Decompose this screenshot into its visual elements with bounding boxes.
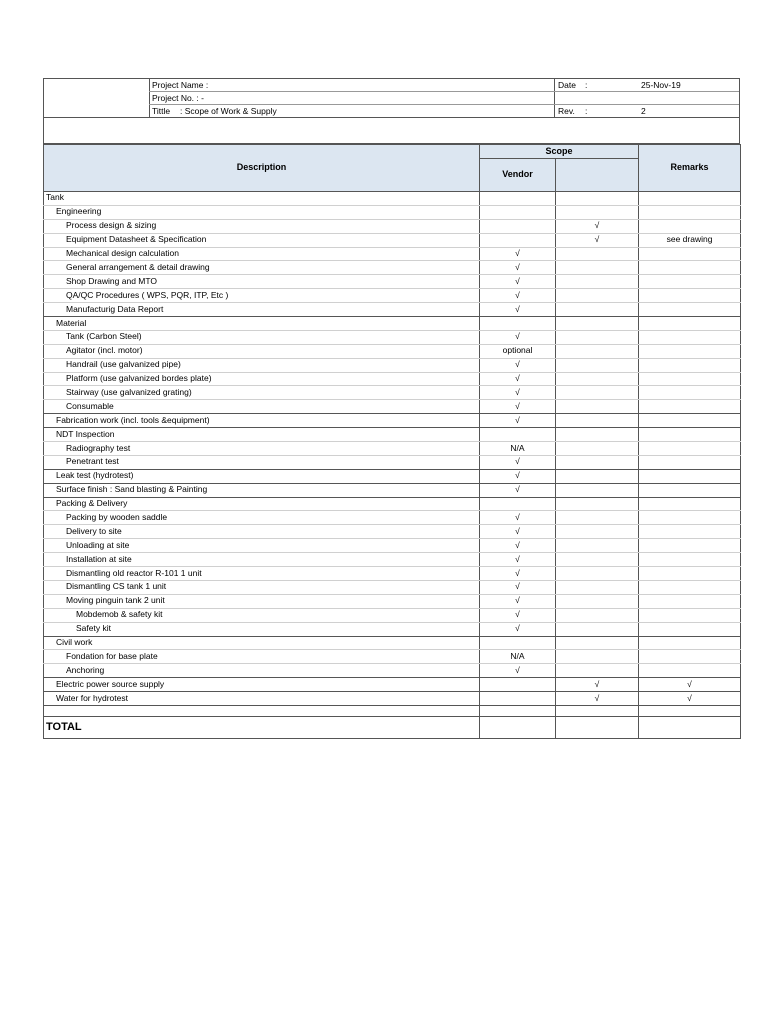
row-remarks: see drawing (639, 233, 741, 247)
project-no-label: Project No. : - (152, 93, 204, 103)
row-description: Radiography test (44, 442, 480, 456)
row-remarks (639, 469, 741, 483)
row-vendor-scope (480, 692, 556, 706)
row-owner-scope (556, 594, 639, 608)
row-remarks (639, 386, 741, 400)
row-remarks (639, 636, 741, 650)
header-rule (149, 91, 739, 92)
row-vendor-scope: √ (480, 664, 556, 678)
row-description: Consumable (44, 400, 480, 414)
rev-value: 2 (641, 106, 646, 116)
table-row (44, 594, 741, 608)
row-owner-scope (556, 247, 639, 261)
scope-table (43, 144, 741, 739)
row-vendor-scope: N/A (480, 650, 556, 664)
row-vendor-scope: √ (480, 483, 556, 497)
row-description: Mobdemob & safety kit (44, 608, 480, 622)
row-description: Handrail (use galvanized pipe) (44, 358, 480, 372)
table-row (44, 275, 741, 289)
row-vendor-scope: √ (480, 400, 556, 414)
row-owner-scope: √ (556, 233, 639, 247)
date-colon: : (585, 80, 588, 90)
row-description: Manufacturig Data Report (44, 303, 480, 317)
table-row (44, 483, 741, 497)
table-row (44, 428, 741, 442)
total-owner (556, 716, 639, 738)
table-row (44, 511, 741, 525)
row-vendor-scope: √ (480, 303, 556, 317)
table-row (44, 289, 741, 303)
table-row (44, 678, 741, 692)
row-description: QA/QC Procedures ( WPS, PQR, ITP, Etc ) (44, 289, 480, 303)
row-remarks (639, 289, 741, 303)
table-row (44, 692, 741, 706)
row-remarks (639, 344, 741, 358)
row-remarks: √ (639, 678, 741, 692)
row-description: Equipment Datasheet & Specification (44, 233, 480, 247)
row-remarks (639, 414, 741, 428)
row-remarks (639, 205, 741, 219)
row-vendor-scope: √ (480, 275, 556, 289)
row-owner-scope (556, 483, 639, 497)
row-owner-scope (556, 650, 639, 664)
row-description: Tank (Carbon Steel) (44, 330, 480, 344)
scope-of-work-sheet (43, 78, 740, 739)
table-row (44, 455, 741, 469)
table-row (44, 261, 741, 275)
row-owner-scope (556, 372, 639, 386)
row-vendor-scope (480, 636, 556, 650)
row-remarks (639, 330, 741, 344)
row-vendor-scope: √ (480, 553, 556, 567)
row-vendor-scope: √ (480, 261, 556, 275)
row-owner-scope (556, 344, 639, 358)
row-owner-scope (556, 428, 639, 442)
row-owner-scope (556, 442, 639, 456)
document-header (43, 78, 740, 118)
row-remarks (639, 594, 741, 608)
row-remarks (639, 511, 741, 525)
row-remarks (639, 372, 741, 386)
row-remarks (639, 275, 741, 289)
row-vendor-scope: √ (480, 580, 556, 594)
row-owner-scope (556, 539, 639, 553)
table-row (44, 219, 741, 233)
description-header: Description (44, 145, 480, 192)
row-owner-scope (556, 580, 639, 594)
row-owner-scope (556, 469, 639, 483)
table-row (44, 469, 741, 483)
row-owner-scope (556, 664, 639, 678)
row-description: Installation at site (44, 553, 480, 567)
owner-header (556, 159, 639, 192)
row-vendor-scope: N/A (480, 442, 556, 456)
row-owner-scope (556, 622, 639, 636)
table-row (44, 636, 741, 650)
blank-cell (44, 705, 480, 716)
row-description: Electric power source supply (44, 678, 480, 692)
table-row (44, 664, 741, 678)
row-description: Anchoring (44, 664, 480, 678)
row-description: Platform (use galvanized bordes plate) (44, 372, 480, 386)
row-owner-scope (556, 455, 639, 469)
row-vendor-scope: √ (480, 594, 556, 608)
row-vendor-scope (480, 678, 556, 692)
row-owner-scope (556, 414, 639, 428)
total-vendor (480, 716, 556, 738)
project-name-label: Project Name : (152, 80, 209, 90)
row-vendor-scope (480, 428, 556, 442)
table-row (44, 414, 741, 428)
row-description: Unloading at site (44, 539, 480, 553)
row-owner-scope (556, 497, 639, 511)
row-remarks (639, 303, 741, 317)
row-description: Civil work (44, 636, 480, 650)
row-owner-scope (556, 261, 639, 275)
row-description: Tank (44, 192, 480, 206)
table-row (44, 497, 741, 511)
row-vendor-scope (480, 317, 556, 331)
row-remarks (639, 553, 741, 567)
row-remarks (639, 400, 741, 414)
row-remarks (639, 608, 741, 622)
scope-rows (44, 192, 741, 706)
row-vendor-scope: √ (480, 608, 556, 622)
row-vendor-scope (480, 205, 556, 219)
rev-colon: : (585, 106, 588, 116)
row-description: Dismantling old reactor R-101 1 unit (44, 567, 480, 581)
row-remarks (639, 622, 741, 636)
table-row (44, 233, 741, 247)
row-vendor-scope (480, 497, 556, 511)
row-owner-scope (556, 386, 639, 400)
row-vendor-scope: √ (480, 372, 556, 386)
table-row (44, 303, 741, 317)
blank-cell (639, 705, 741, 716)
row-vendor-scope: √ (480, 289, 556, 303)
date-value: 25-Nov-19 (641, 80, 681, 90)
row-description: Mechanical design calculation (44, 247, 480, 261)
row-vendor-scope: √ (480, 511, 556, 525)
row-vendor-scope: √ (480, 455, 556, 469)
row-owner-scope: √ (556, 678, 639, 692)
row-vendor-scope: √ (480, 247, 556, 261)
row-remarks (639, 219, 741, 233)
row-vendor-scope: √ (480, 525, 556, 539)
table-row (44, 608, 741, 622)
row-remarks (639, 580, 741, 594)
table-row (44, 205, 741, 219)
row-vendor-scope (480, 233, 556, 247)
table-row (44, 539, 741, 553)
row-owner-scope (556, 330, 639, 344)
table-row (44, 650, 741, 664)
row-remarks (639, 261, 741, 275)
row-vendor-scope (480, 219, 556, 233)
total-remarks (639, 716, 741, 738)
table-row (44, 344, 741, 358)
row-owner-scope (556, 275, 639, 289)
scope-header: Scope (480, 145, 639, 159)
row-description: Process design & sizing (44, 219, 480, 233)
row-owner-scope (556, 511, 639, 525)
table-row (44, 330, 741, 344)
table-row (44, 247, 741, 261)
row-owner-scope (556, 608, 639, 622)
header-spacer-row (43, 118, 740, 144)
row-description: Penetrant test (44, 455, 480, 469)
remarks-header: Remarks (639, 145, 741, 192)
table-row (44, 317, 741, 331)
row-remarks (639, 567, 741, 581)
row-owner-scope (556, 553, 639, 567)
header-divider (554, 79, 555, 117)
row-remarks (639, 664, 741, 678)
row-owner-scope (556, 303, 639, 317)
row-owner-scope (556, 358, 639, 372)
row-remarks: √ (639, 692, 741, 706)
row-remarks (639, 525, 741, 539)
row-owner-scope: √ (556, 219, 639, 233)
row-vendor-scope: √ (480, 358, 556, 372)
row-remarks (639, 650, 741, 664)
table-row (44, 400, 741, 414)
table-row (44, 580, 741, 594)
blank-row (44, 705, 741, 716)
row-owner-scope (556, 289, 639, 303)
row-description: Material (44, 317, 480, 331)
row-description: Leak test (hydrotest) (44, 469, 480, 483)
row-vendor-scope: √ (480, 469, 556, 483)
row-owner-scope (556, 567, 639, 581)
blank-cell (480, 705, 556, 716)
row-description: Stairway (use galvanized grating) (44, 386, 480, 400)
row-vendor-scope: √ (480, 567, 556, 581)
row-description: Engineering (44, 205, 480, 219)
table-row (44, 386, 741, 400)
row-remarks (639, 455, 741, 469)
row-description: Moving pinguin tank 2 unit (44, 594, 480, 608)
title-label: Tittle (152, 106, 171, 116)
row-description: Fabrication work (incl. tools &equipment) (44, 414, 480, 428)
row-description: Fondation for base plate (44, 650, 480, 664)
row-vendor-scope: √ (480, 539, 556, 553)
row-vendor-scope: √ (480, 414, 556, 428)
row-description: Safety kit (44, 622, 480, 636)
row-owner-scope (556, 636, 639, 650)
row-remarks (639, 483, 741, 497)
row-description: Agitator (incl. motor) (44, 344, 480, 358)
row-description: NDT Inspection (44, 428, 480, 442)
row-remarks (639, 358, 741, 372)
row-vendor-scope: optional (480, 344, 556, 358)
header-divider (149, 79, 150, 117)
table-row (44, 358, 741, 372)
table-row (44, 567, 741, 581)
vendor-header: Vendor (480, 159, 556, 192)
row-vendor-scope: √ (480, 622, 556, 636)
date-label: Date (558, 80, 576, 90)
row-description: Shop Drawing and MTO (44, 275, 480, 289)
table-row (44, 525, 741, 539)
total-row (44, 716, 741, 738)
table-row (44, 553, 741, 567)
row-owner-scope (556, 205, 639, 219)
row-owner-scope: √ (556, 692, 639, 706)
row-description: Delivery to site (44, 525, 480, 539)
table-row (44, 622, 741, 636)
table-row (44, 442, 741, 456)
row-vendor-scope: √ (480, 386, 556, 400)
row-remarks (639, 497, 741, 511)
row-remarks (639, 428, 741, 442)
table-row (44, 372, 741, 386)
row-owner-scope (556, 525, 639, 539)
row-description: Dismantling CS tank 1 unit (44, 580, 480, 594)
blank-cell (556, 705, 639, 716)
row-description: Surface finish : Sand blasting & Painting (44, 483, 480, 497)
row-owner-scope (556, 317, 639, 331)
row-description: Water for hydrotest (44, 692, 480, 706)
rev-label: Rev. (558, 106, 575, 116)
row-remarks (639, 539, 741, 553)
row-vendor-scope (480, 192, 556, 206)
total-label: TOTAL (44, 716, 480, 738)
row-description: Packing by wooden saddle (44, 511, 480, 525)
row-remarks (639, 317, 741, 331)
row-owner-scope (556, 400, 639, 414)
row-description: Packing & Delivery (44, 497, 480, 511)
table-row (44, 192, 741, 206)
row-vendor-scope: √ (480, 330, 556, 344)
row-remarks (639, 192, 741, 206)
row-description: General arrangement & detail drawing (44, 261, 480, 275)
row-owner-scope (556, 192, 639, 206)
row-remarks (639, 442, 741, 456)
title-value: : Scope of Work & Supply (180, 106, 277, 116)
row-remarks (639, 247, 741, 261)
